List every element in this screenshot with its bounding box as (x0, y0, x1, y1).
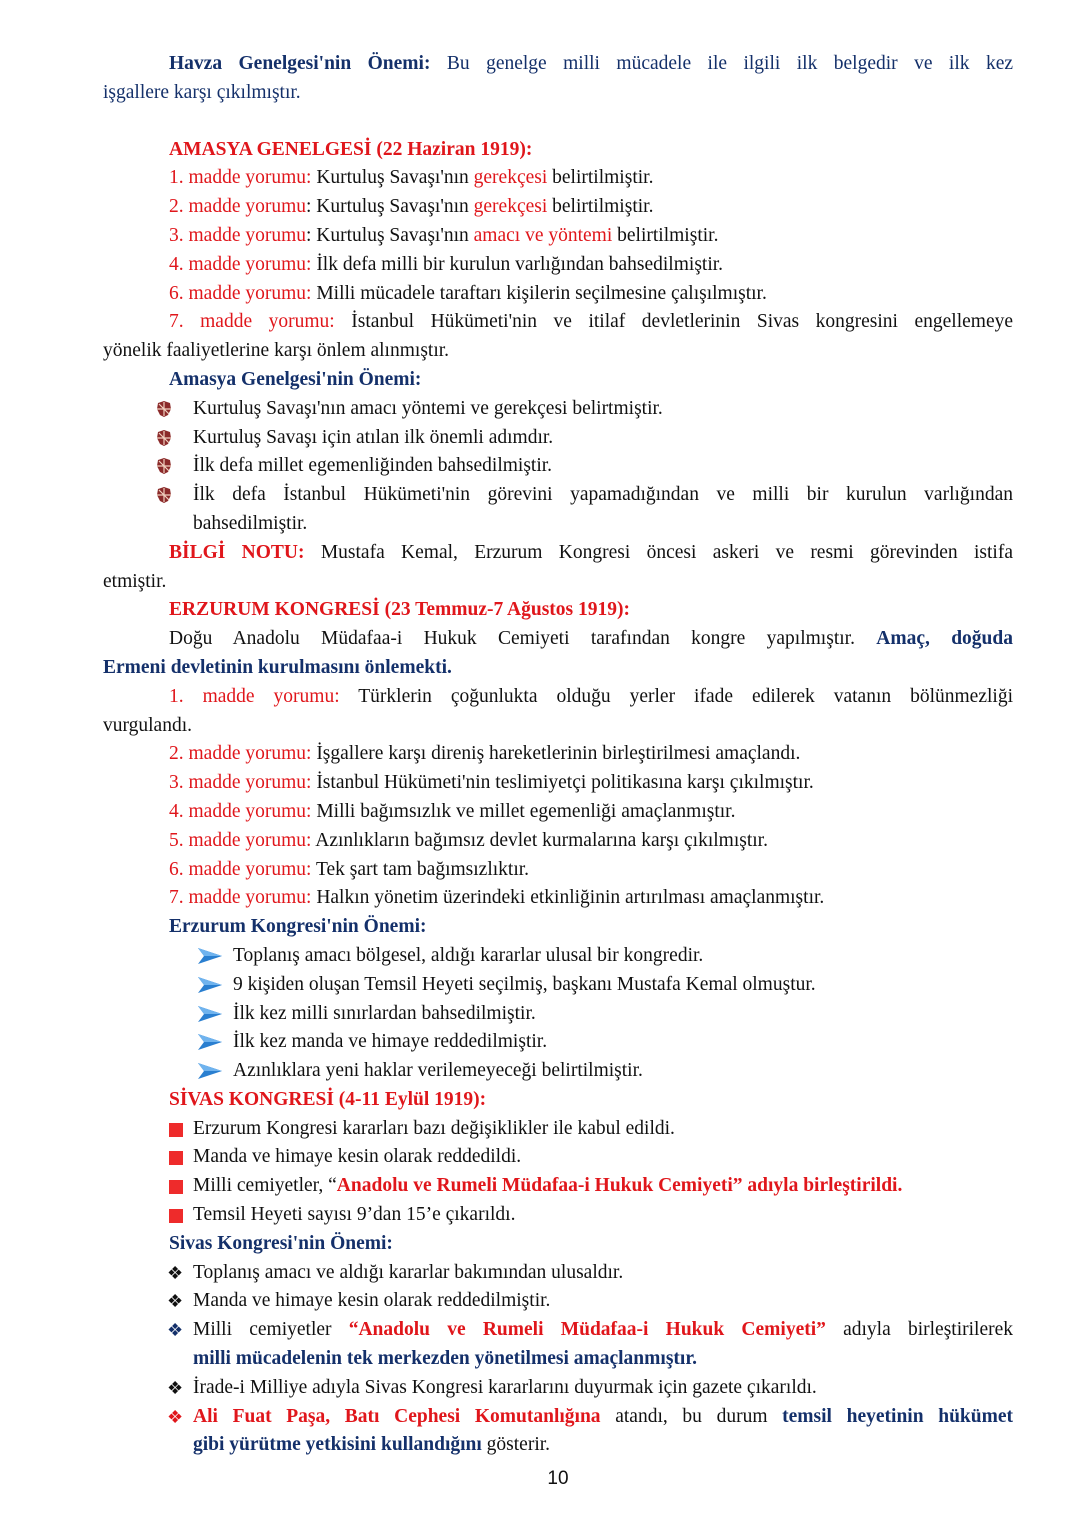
square-bullet-icon (169, 1123, 183, 1137)
diamond-bullet-icon: ❖ (167, 1320, 184, 1341)
erzurum-item-4: 4. madde yorumu: Milli bağımsızlık ve millet egemenliği amaçlanmıştır. (169, 800, 736, 822)
amasya-item-4: 4. madde yorumu: İlk defa milli bir kurulun varlığından bahsedilmiştir. (169, 253, 724, 275)
bilgi-notu-cont: etmiştir. (103, 570, 167, 592)
arrow-bullet-icon (198, 948, 222, 964)
erzurum-item-6: 6. madde yorumu: Tek şart tam bağımsızlıktır. (169, 858, 530, 880)
erzurum-importance-item: 9 kişiden oluşan Temsil Heyeti seçilmiş, başkanı Mustafa Kemal olmuştur. (103, 971, 1013, 1000)
erzurum-item-1: 1. madde yorumu: Türklerin çoğunlukta olduğu yerler ifade edilerek vatanın bölünmezliği (169, 685, 1013, 707)
diamond-bullet-icon: ❖ (167, 1377, 184, 1398)
amasya-importance-item-cont: bahsedilmiştir. (193, 512, 308, 534)
arrow-bullet-icon (198, 1063, 222, 1079)
amasya-importance-item: İlk defa millet egemenliğinden bahsedilmiştir. (103, 452, 1013, 481)
diamond-bullet-icon: ❖ (167, 1406, 184, 1427)
amasya-item-3: 3. madde yorumu: Kurtuluş Savaşı'nın amacı ve yöntemi belirtilmiştir. (169, 224, 719, 246)
amasya-item-1: 1. madde yorumu: Kurtuluş Savaşı'nın gerekçesi belirtilmiştir. (169, 167, 654, 189)
amasya-importance-heading: Amasya Genelgesi'nin Önemi: (169, 368, 422, 390)
document-page (103, 50, 1013, 1460)
square-bullet-icon (169, 1180, 183, 1194)
sivas-decision: Manda ve himaye kesin olarak reddedildi. (103, 1143, 1013, 1172)
diamond-bullet-icon: ❖ (167, 1262, 184, 1283)
amasya-importance-item: İlk defa İstanbul Hükümeti'nin görevini yapamadığından ve milli bir kurulun varlığından (103, 481, 1013, 510)
diamond-bullet-icon: ❖ (167, 1291, 184, 1312)
erzurum-intro: Doğu Anadolu Müdafaa-i Hukuk Cemiyeti tarafından kongre yapılmıştır. Amaç, doğuda (169, 628, 1013, 650)
amasya-title: AMASYA GENELGESİ (22 Haziran 1919): (169, 138, 533, 160)
square-bullet-icon (169, 1151, 183, 1165)
sivas-title: SİVAS KONGRESİ (4-11 Eylül 1919): (169, 1088, 487, 1110)
amasya-item-2: 2. madde yorumu: Kurtuluş Savaşı'nın gerekçesi belirtilmiştir. (169, 196, 654, 218)
erzurum-intro-cont: Ermeni devletinin kurulmasını önlemekti. (103, 656, 452, 678)
havza-importance: Havza Genelgesi'nin Önemi: Bu genelge milli mücadele ile ilgili ilk belgedir ve ilk kez (169, 53, 1014, 74)
sivas-importance-item: ❖ İrade-i Milliye adıyla Sivas Kongresi kararlarını duyurmak için gazete çıkarıldı. (103, 1374, 1013, 1403)
sivas-decision: Temsil Heyeti sayısı 9’dan 15’e çıkarıldı. (103, 1201, 1013, 1230)
sivas-importance-item: ❖ Manda ve himaye kesin olarak reddedilmiştir. (103, 1287, 1013, 1316)
erzurum-importance-item: Azınlıklara yeni haklar verilemeyeceği belirtilmiştir. (103, 1057, 1013, 1086)
erzurum-item-1-cont: vurgulandı. (103, 714, 193, 736)
erzurum-importance-item: İlk kez manda ve himaye reddedilmiştir. (103, 1028, 1013, 1057)
havza-text-cont: işgallere karşı çıkılmıştır. (103, 81, 301, 103)
amasya-item-6: 6. madde yorumu: Milli mücadele taraftarı kişilerin seçilmesine çalışılmıştır. (169, 282, 767, 304)
erzurum-title: ERZURUM KONGRESİ (23 Temmuz-7 Ağustos 1919): (169, 599, 630, 621)
erzurum-item-5: 5. madde yorumu: Azınlıkların bağımsız devlet kurmalarına karşı çıkılmıştır. (169, 829, 768, 851)
havza-heading: Havza Genelgesi'nin Önemi: (169, 53, 431, 74)
sivas-importance-item: ❖ Ali Fuat Paşa, Batı Cephesi Komutanlığına atandı, bu durum temsil heyetinin hükümet (103, 1403, 1013, 1432)
square-bullet-icon (169, 1209, 183, 1223)
sivas-decision: Erzurum Kongresi kararları bazı değişiklikler ile kabul edildi. (103, 1115, 1013, 1144)
leaf-bullet-icon (155, 486, 173, 504)
arrow-bullet-icon (198, 977, 222, 993)
leaf-bullet-icon (155, 400, 173, 418)
sivas-decision: Milli cemiyetler, “Anadolu ve Rumeli Müdafaa-i Hukuk Cemiyeti” adıyla birleştirildi. (103, 1172, 1013, 1201)
erzurum-item-3: 3. madde yorumu: İstanbul Hükümeti'nin teslimiyetçi politikasına karşı çıkılmıştır. (169, 772, 814, 794)
leaf-bullet-icon (155, 457, 173, 475)
sivas-importance-item-cont: milli mücadelenin tek merkezden yönetilmesi amaçlanmıştır. (193, 1348, 698, 1370)
amasya-importance-item: Kurtuluş Savaşı için atılan ilk önemli adımdır. (103, 424, 1013, 453)
amasya-item-7-cont: yönelik faaliyetlerine karşı önlem alınmıştır. (103, 340, 450, 362)
erzurum-importance-item: İlk kez milli sınırlardan bahsedilmiştir. (103, 1000, 1013, 1029)
erzurum-item-2: 2. madde yorumu: İşgallere karşı direniş hareketlerinin birleştirilmesi amaçlandı. (169, 743, 801, 765)
arrow-bullet-icon (198, 1034, 222, 1050)
amasya-item-7: 7. madde yorumu: İstanbul Hükümeti'nin ve itilaf devletlerinin Sivas kongresini engellemeye (169, 311, 1014, 333)
amasya-importance-item: Kurtuluş Savaşı'nın amacı yöntemi ve gerekçesi belirtmiştir. (103, 395, 1013, 424)
sivas-importance-item: ❖ Milli cemiyetler “Anadolu ve Rumeli Müdafaa-i Hukuk Cemiyeti” adıyla birleştirilerek (103, 1316, 1013, 1345)
erzurum-importance-heading: Erzurum Kongresi'nin Önemi: (169, 916, 427, 938)
page-number: 10 (547, 1468, 569, 1489)
bilgi-notu: BİLGİ NOTU: Mustafa Kemal, Erzurum Kongresi öncesi askeri ve resmi görevinden istifa (169, 541, 1013, 563)
erzurum-importance-item: Toplanış amacı bölgesel, aldığı kararlar ulusal bir kongredir. (103, 942, 1013, 971)
arrow-bullet-icon (198, 1006, 222, 1022)
leaf-bullet-icon (155, 429, 173, 447)
sivas-importance-heading: Sivas Kongresi'nin Önemi: (169, 1232, 393, 1254)
erzurum-item-7: 7. madde yorumu: Halkın yönetim üzerindeki etkinliğinin artırılması amaçlanmıştır. (169, 887, 825, 909)
sivas-importance-item-cont: gibi yürütme yetkisini kullandığını gösterir. (193, 1434, 551, 1456)
sivas-importance-item: ❖ Toplanış amacı ve aldığı kararlar bakımından ulusaldır. (103, 1259, 1013, 1288)
